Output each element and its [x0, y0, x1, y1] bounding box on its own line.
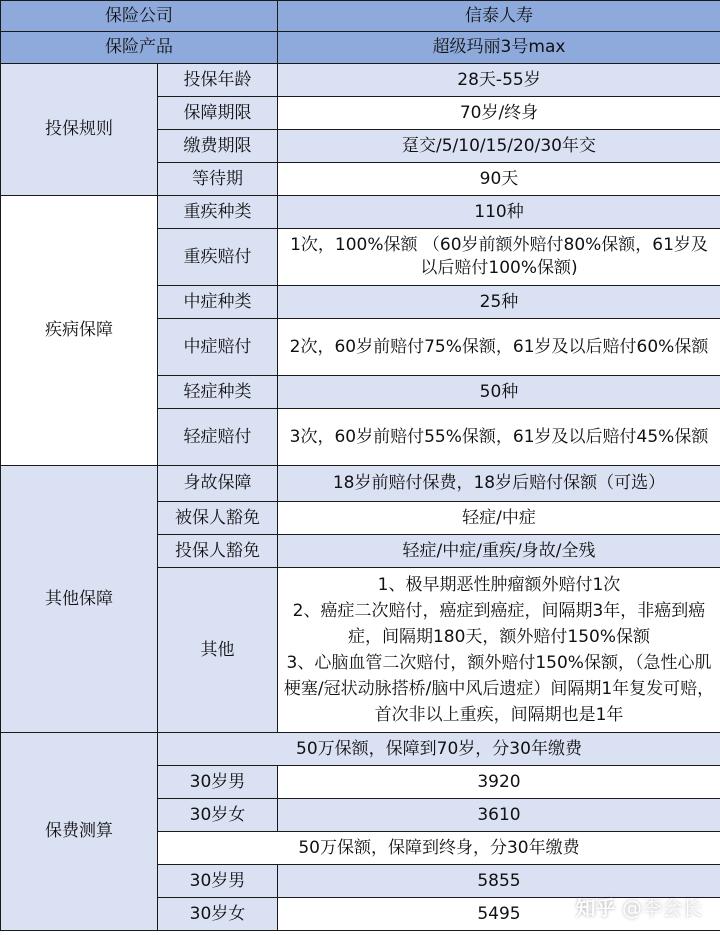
row-label: 中症赔付: [158, 319, 278, 376]
row-label: 投保年龄: [158, 64, 278, 97]
row-label: 投保人豁免: [158, 535, 278, 568]
row-value: 18岁前赔付保费，18岁后赔付保额（可选）: [278, 466, 720, 502]
row-value: 5495: [278, 898, 720, 931]
row-label: 保障期限: [158, 97, 278, 130]
table-row: [1, 733, 720, 766]
other-benefit-line: 1、极早期恶性肿瘤额外赔付1次: [377, 575, 621, 595]
row-value: 110种: [278, 196, 720, 229]
row-value: 轻症/中症/重疾/身故/全残: [278, 535, 720, 568]
row-value: 50种: [278, 376, 720, 409]
row-value: 3次，60岁前赔付55%保额，61岁及以后赔付45%保额: [278, 409, 720, 466]
row-value: 2次，60岁前赔付75%保额，61岁及以后赔付60%保额: [278, 319, 720, 376]
row-value: 3610: [278, 799, 720, 832]
watermark: [576, 892, 702, 921]
company-value: 信泰人寿: [278, 1, 720, 32]
table-row: [1, 466, 720, 502]
row-value: 轻症/中症: [278, 502, 720, 535]
row-value: 1次，100%保额 （60岁前额外赔付80%保额，61岁及以后赔付100%保额): [278, 229, 720, 286]
watermark-platform: 知乎: [575, 896, 616, 920]
plan-header: 50万保额，保障到70岁，分30年缴费: [158, 733, 720, 766]
row-label: 缴费期限: [158, 130, 278, 163]
row-label: 30岁男: [158, 865, 278, 898]
watermark-author: @李会长: [622, 896, 702, 920]
row-label: 重疾种类: [158, 196, 278, 229]
other-benefits-cell: [278, 568, 720, 733]
company-row: [1, 1, 720, 32]
row-label: 中症种类: [158, 286, 278, 319]
row-value: 趸交/5/10/15/20/30年交: [278, 130, 720, 163]
section-title-other: 其他保障: [1, 466, 158, 733]
row-label: 30岁女: [158, 898, 278, 931]
plan-header: 50万保额，保障到终身，分30年缴费: [158, 832, 720, 865]
section-title-rules: 投保规则: [1, 64, 158, 196]
table-row: [1, 64, 720, 97]
section-title-disease: 疾病保障: [1, 196, 158, 466]
row-label: 身故保障: [158, 466, 278, 502]
row-label: 轻症赔付: [158, 409, 278, 466]
row-label: 其他: [158, 568, 278, 733]
row-value: 70岁/终身: [278, 97, 720, 130]
row-label: 30岁女: [158, 799, 278, 832]
product-value: 超级玛丽3号max: [278, 32, 720, 64]
row-label: 30岁男: [158, 766, 278, 799]
table-row: [1, 196, 720, 229]
row-label: 重疾赔付: [158, 229, 278, 286]
other-benefit-line: 3、心脑血管二次赔付，额外赔付150%保额，（急性心肌梗塞/冠状动脉搭桥/脑中风后遗症）间隔期1年复发可赔，首次非以上重疾，间隔期也是1年: [283, 653, 715, 725]
row-value: 3920: [278, 766, 720, 799]
row-label: 轻症种类: [158, 376, 278, 409]
row-value: 90天: [278, 163, 720, 196]
row-value: 25种: [278, 286, 720, 319]
company-label: 保险公司: [1, 1, 278, 32]
row-label: 等待期: [158, 163, 278, 196]
product-label: 保险产品: [1, 32, 278, 64]
row-value: 5855: [278, 865, 720, 898]
row-label: 被保人豁免: [158, 502, 278, 535]
other-benefit-line: 2、癌症二次赔付，癌症到癌症，间隔期3年，非癌到癌症，间隔期180天，额外赔付150%保额: [292, 601, 706, 647]
section-title-premium: 保费测算: [1, 733, 158, 931]
row-value: 28天-55岁: [278, 64, 720, 97]
product-row: [1, 32, 720, 64]
